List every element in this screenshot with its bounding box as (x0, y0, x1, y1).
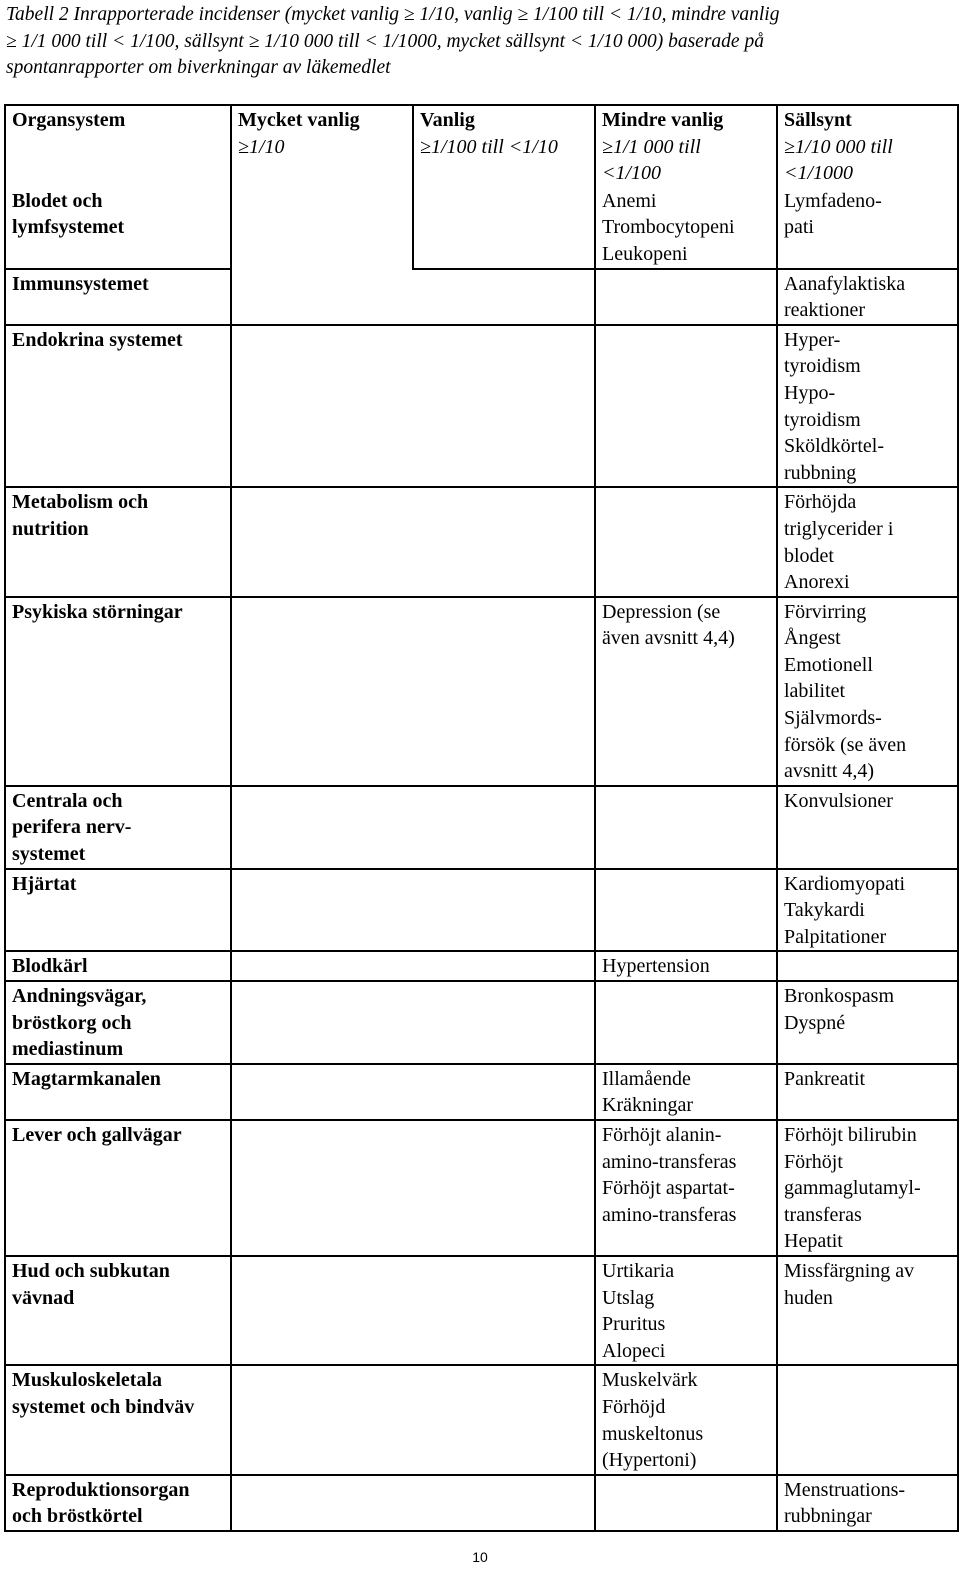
adverse-reaction: pati (784, 216, 814, 239)
adverse-reaction: Hepatit (784, 1230, 843, 1253)
caption-line: ≥ 1/1 000 till < 1/100, sällsynt ≥ 1/10 000 till < 1/1000, mycket sällsynt < 1/10 000) baserade på (6, 30, 764, 52)
header-title: Vanlig (420, 109, 475, 131)
organ-system-label: Centrala och (12, 789, 123, 812)
mindre-vanlig-cell (595, 487, 777, 596)
organ-system-label: Magtarmkanalen (12, 1067, 161, 1090)
table-row (5, 1064, 958, 1120)
table-row (5, 1365, 958, 1474)
adverse-reaction: Takykardi (784, 899, 865, 922)
adverse-reaction: Förhöjt (784, 1150, 843, 1173)
adverse-reaction: Förhöjd (602, 1395, 666, 1418)
adverse-reaction: amino-transferas (602, 1203, 737, 1226)
table-row (5, 786, 958, 869)
header-title: Mindre vanlig (602, 109, 724, 131)
organ-system-label: bröstkorg och (12, 1011, 132, 1034)
organ-system-label: Immunsystemet (12, 272, 149, 295)
mindre-vanlig-cell (595, 187, 777, 269)
adverse-reaction: Pruritus (602, 1313, 666, 1336)
organ-system-label: Muskuloskeletala (12, 1369, 163, 1392)
table-caption (6, 2, 951, 82)
adverse-reaction: Hypertension (602, 955, 710, 978)
organ-system-cell (5, 1475, 231, 1531)
merged-frequency-cell (231, 1365, 595, 1474)
mindre-vanlig-cell (595, 325, 777, 488)
sallsynt-cell (777, 597, 958, 786)
merged-frequency-cell (231, 981, 595, 1064)
organ-system-label: Andningsvägar, (12, 985, 147, 1007)
organ-system-label: Blodkärl (12, 955, 88, 978)
merged-frequency-cell (231, 325, 595, 488)
header-range: <1/100 (602, 162, 662, 185)
mindre-vanlig-cell (595, 1256, 777, 1365)
adverse-reaction: gammaglutamyl- (784, 1177, 921, 1200)
organ-system-label: Blodet och (12, 189, 103, 212)
adverse-reaction: labilitet (784, 680, 846, 703)
organ-system-cell (5, 1120, 231, 1256)
adverse-reaction: transferas (784, 1203, 862, 1226)
sallsynt-cell (777, 1064, 958, 1120)
sallsynt-cell (777, 1120, 958, 1256)
header-cell (5, 105, 231, 187)
organ-system-label: Hjärtat (12, 872, 77, 895)
adverse-reaction: även avsnitt 4,4) (602, 627, 735, 650)
adverse-reaction: Förhöjt bilirubin (784, 1123, 917, 1146)
sallsynt-cell (777, 1256, 958, 1365)
caption-line: Tabell 2 Inrapporterade incidenser (mycket vanlig ≥ 1/10, vanlig ≥ 1/100 till < 1/10, mindre vanlig (6, 4, 780, 25)
organ-system-cell (5, 325, 231, 488)
merged-frequency-cell (231, 869, 595, 952)
adverse-reactions-table (4, 104, 959, 1532)
header-cell (413, 105, 595, 187)
organ-system-cell (5, 269, 231, 325)
adverse-reaction: Emotionell (784, 653, 873, 676)
header-title: Mycket vanlig (238, 109, 360, 131)
adverse-reaction: Kräkningar (602, 1094, 694, 1117)
adverse-reaction: Lymfadeno- (784, 189, 882, 212)
sallsynt-cell (777, 487, 958, 596)
header-range: ≥1/1 000 till (602, 135, 701, 158)
organ-system-label: Hud och subkutan (12, 1259, 170, 1282)
table-row (5, 187, 958, 269)
mindre-vanlig-cell (595, 786, 777, 869)
organ-system-cell (5, 1365, 231, 1474)
header-cell (231, 105, 413, 187)
mindre-vanlig-cell (595, 1120, 777, 1256)
adverse-reaction: Anemi (602, 189, 657, 212)
caption-line: spontanrapporter om biverkningar av läkemedlet (6, 57, 391, 78)
header-title: Sällsynt (784, 109, 852, 131)
organ-system-cell (5, 487, 231, 596)
adverse-reaction: Dyspné (784, 1011, 846, 1034)
adverse-reaction: triglycerider i (784, 517, 894, 540)
merged-frequency-cell (231, 597, 595, 786)
adverse-reaction: huden (784, 1286, 833, 1309)
merged-frequency-cell (231, 1120, 595, 1256)
organ-system-label: och bröstkörtel (12, 1505, 143, 1528)
adverse-reaction: (Hypertoni) (602, 1449, 697, 1472)
organ-system-label: Endokrina systemet (12, 328, 183, 351)
sallsynt-cell (777, 869, 958, 952)
mindre-vanlig-cell (595, 951, 777, 981)
adverse-reaction: Självmords- (784, 707, 882, 730)
adverse-reaction: rubbning (784, 461, 857, 484)
adverse-reaction: reaktioner (784, 299, 866, 322)
adverse-reaction: Muskelvärk (602, 1369, 698, 1392)
merged-frequency-cell (231, 487, 595, 596)
organ-system-label: Psykiska störningar (12, 600, 183, 623)
header-range: ≥1/10 (238, 135, 285, 158)
table-row (5, 981, 958, 1064)
adverse-reaction: Ångest (784, 627, 841, 650)
page-number: 10 (472, 1549, 488, 1565)
adverse-reaction: Hypo- (784, 381, 836, 404)
header-range: <1/1000 (784, 162, 854, 185)
header-range: ≥1/10 000 till (784, 135, 893, 158)
table-row (5, 269, 958, 325)
organ-system-cell (5, 187, 231, 269)
organ-system-cell (5, 1256, 231, 1365)
organ-system-label: vävnad (12, 1286, 75, 1309)
merged-frequency-cell (231, 1475, 595, 1531)
adverse-reaction: Urtikaria (602, 1259, 675, 1282)
adverse-reaction: Förhöjt alanin- (602, 1123, 722, 1146)
adverse-reaction: Palpitationer (784, 925, 887, 948)
organ-system-label: Metabolism och (12, 491, 149, 514)
header-range: ≥1/100 till <1/10 (420, 135, 558, 158)
organ-system-label: systemet och bindväv (12, 1395, 195, 1418)
adverse-reaction: Alopeci (602, 1339, 666, 1362)
adverse-reaction: försök (se även (784, 733, 907, 756)
organ-system-cell (5, 869, 231, 952)
header-cell (777, 105, 958, 187)
header-cell (595, 105, 777, 187)
adverse-reaction: tyroidism (784, 408, 861, 431)
adverse-reaction: Illamående (602, 1067, 691, 1090)
organ-system-cell (5, 951, 231, 981)
adverse-reaction: Anorexi (784, 571, 850, 594)
organ-system-label: perifera nerv- (12, 816, 132, 839)
adverse-reaction: blodet (784, 544, 834, 567)
organ-system-label: mediastinum (12, 1038, 124, 1061)
organ-system-label: Lever och gallvägar (12, 1123, 182, 1146)
sallsynt-cell (777, 325, 958, 488)
adverse-reaction: Kardiomyopati (784, 872, 906, 895)
mindre-vanlig-cell (595, 269, 777, 325)
vanlig-cell (413, 187, 595, 269)
merged-frequency-cell (231, 1256, 595, 1365)
adverse-reaction: Förvirring (784, 600, 867, 623)
adverse-reaction: Leukopeni (602, 242, 688, 265)
sallsynt-cell (777, 1365, 958, 1474)
merged-frequency-cell (231, 1064, 595, 1120)
table-row (5, 951, 958, 981)
adverse-reaction: muskeltonus (602, 1422, 704, 1445)
mindre-vanlig-cell (595, 1365, 777, 1474)
adverse-reaction: Aanafylaktiska (784, 272, 906, 295)
adverse-reaction: Sköldkörtel- (784, 435, 884, 458)
organ-system-cell (5, 1064, 231, 1120)
organ-system-label: systemet (12, 843, 86, 866)
adverse-reaction: avsnitt 4,4) (784, 760, 874, 783)
table-row (5, 1256, 958, 1365)
sallsynt-cell (777, 269, 958, 325)
adverse-reaction: Förhöjt aspartat- (602, 1177, 735, 1200)
merged-frequency-cell (231, 951, 595, 981)
organ-system-cell (5, 597, 231, 786)
adverse-reaction: Konvulsioner (784, 789, 893, 812)
organ-system-cell (5, 786, 231, 869)
table-row (5, 1120, 958, 1256)
header-row (5, 105, 958, 187)
header-title: Organsystem (12, 109, 126, 131)
sallsynt-cell (777, 187, 958, 269)
sallsynt-cell (777, 981, 958, 1064)
mindre-vanlig-cell (595, 1475, 777, 1531)
table-row (5, 869, 958, 952)
adverse-reaction: Menstruations- (784, 1478, 906, 1501)
sallsynt-cell (777, 1475, 958, 1531)
table-row (5, 1475, 958, 1531)
adverse-reaction: Missfärgning av (784, 1259, 915, 1282)
organ-system-label: nutrition (12, 517, 89, 540)
organ-system-label: Reproduktionsorgan (12, 1478, 190, 1501)
sallsynt-cell (777, 786, 958, 869)
adverse-reaction: Förhöjda (784, 491, 857, 514)
merged-frequency-cell (231, 269, 595, 325)
mindre-vanlig-cell (595, 869, 777, 952)
table-row (5, 487, 958, 596)
sallsynt-cell (777, 951, 958, 981)
adverse-reaction: Utslag (602, 1286, 655, 1309)
mindre-vanlig-cell (595, 597, 777, 786)
adverse-reaction: Trombocytopeni (602, 216, 735, 239)
adverse-reaction: tyroidism (784, 355, 861, 378)
adverse-reaction: rubbningar (784, 1505, 872, 1528)
adverse-reaction: Depression (se (602, 600, 721, 623)
mindre-vanlig-cell (595, 1064, 777, 1120)
adverse-reaction: Hyper- (784, 328, 841, 351)
table-row (5, 597, 958, 786)
merged-frequency-cell (231, 786, 595, 869)
adverse-reaction: amino-transferas (602, 1150, 737, 1173)
table-row (5, 325, 958, 488)
adverse-reaction: Pankreatit (784, 1067, 866, 1090)
mycket-vanlig-cell (231, 187, 413, 269)
mindre-vanlig-cell (595, 981, 777, 1064)
organ-system-label: lymfsystemet (12, 216, 125, 239)
adverse-reaction: Bronkospasm (784, 985, 894, 1007)
organ-system-cell (5, 981, 231, 1064)
